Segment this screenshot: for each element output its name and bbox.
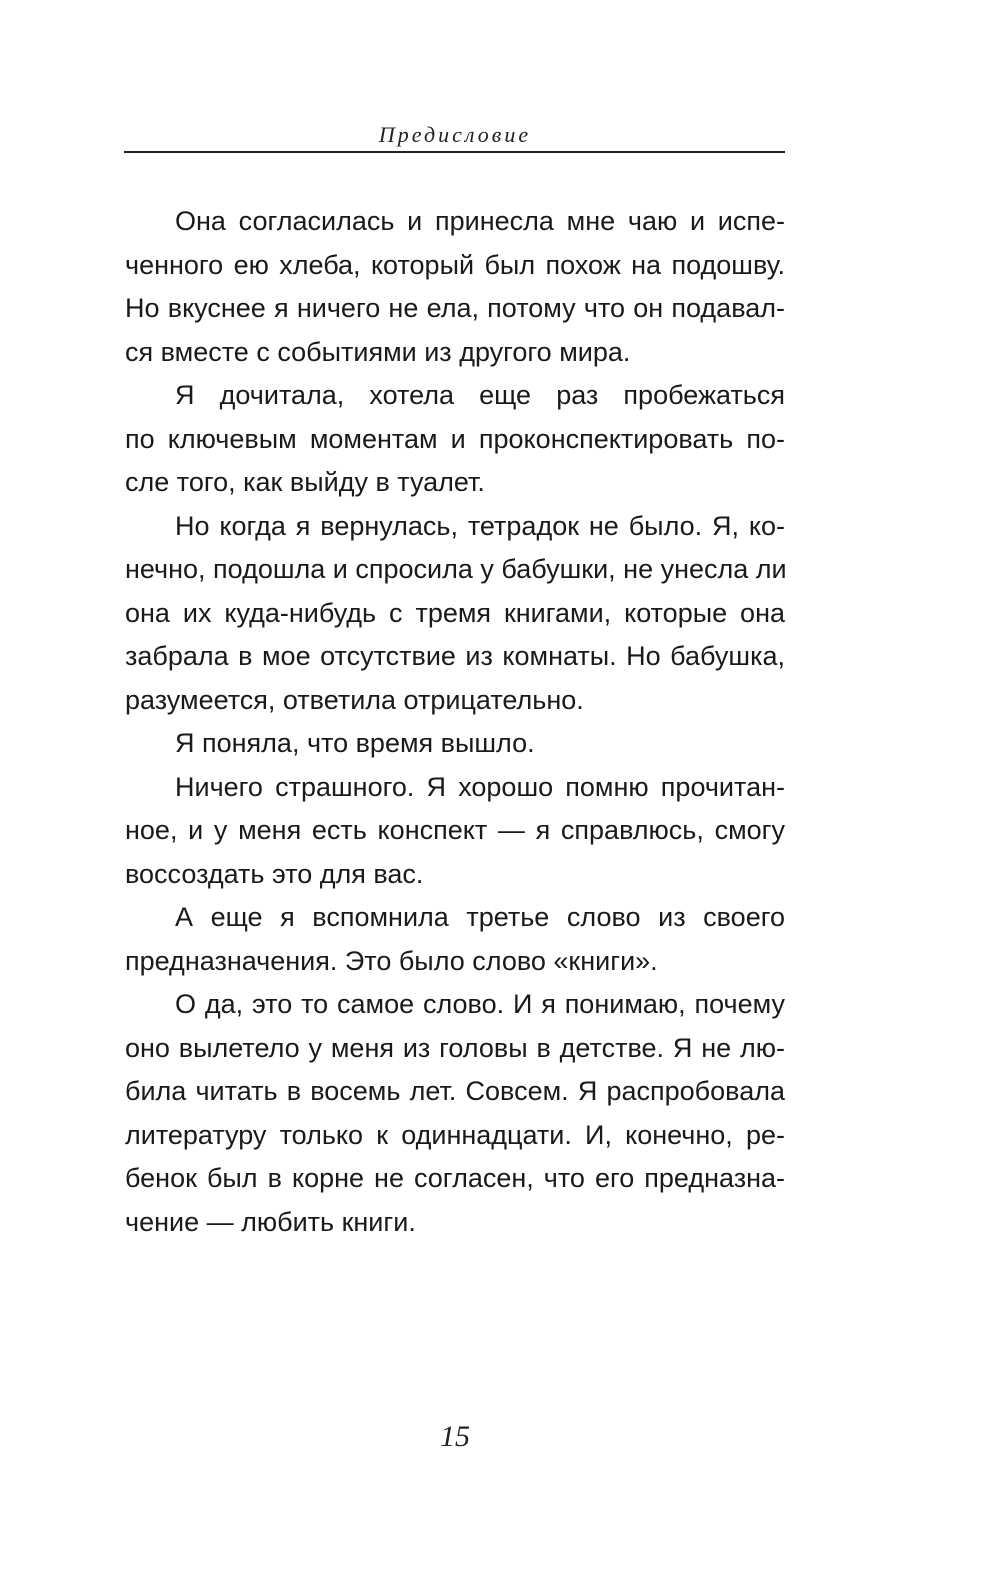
text-line: била читать в восемь лет. Совсем. Я распробовала (125, 1076, 785, 1106)
text-line: она их куда-нибудь с тремя книгами, которые она (125, 597, 785, 628)
text-line: по ключевым моментам и проконспектировать по- (125, 423, 785, 454)
text-line: Я поняла, что время вышло. (175, 728, 535, 758)
text-line: забрала в мое отсутствие из комнаты. Но бабушка, (125, 641, 785, 671)
text-line: Ничего страшного. Я хорошо помню прочитан- (175, 771, 785, 802)
text-line: Но когда я вернулась, тетрадок не было. Я, ко- (175, 510, 785, 541)
text-line: сле того, как выйду в туалет. (125, 467, 485, 497)
running-header-title: Предисловие (378, 122, 532, 147)
text-line: разумеется, ответила отрицательно. (125, 684, 584, 715)
text-line: воссоздать это для вас. (125, 858, 424, 889)
text-line: литературу только к одиннадцати. И, конечно, ре- (125, 1119, 785, 1150)
header-divider (124, 151, 785, 153)
text-line: А еще я вспомнила третье слово из своего (175, 902, 785, 932)
text-line: оно вылетело у меня из головы в детстве. Я не лю- (125, 1032, 785, 1063)
text-line: О да, это то самое слово. И я понимаю, почему (175, 989, 785, 1019)
text-line: нечно, подошла и спросила у бабушки, не унесла ли (125, 554, 787, 584)
text-line: чение — любить книги. (125, 1206, 416, 1237)
body-text (125, 200, 785, 1244)
text-line: Я дочитала, хотела еще раз пробежаться (175, 380, 785, 410)
text-line: Но вкуснее я ничего не ела, потому что он подавал- (125, 293, 785, 323)
text-line: ся вместе с событиями из другого мира. (125, 336, 631, 367)
text-line: Она согласилась и принесла мне чаю и испе- (175, 206, 785, 236)
text-line: ченного ею хлеба, который был похож на подошву. (125, 249, 785, 280)
page-number: 15 (440, 1420, 470, 1453)
text-line: предназначения. Это было слово «книги». (125, 945, 658, 976)
text-line: ное, и у меня есть конспект — я справлюсь, смогу (125, 815, 785, 845)
text-line: бенок был в корне не согласен, что его предназна- (125, 1163, 785, 1193)
